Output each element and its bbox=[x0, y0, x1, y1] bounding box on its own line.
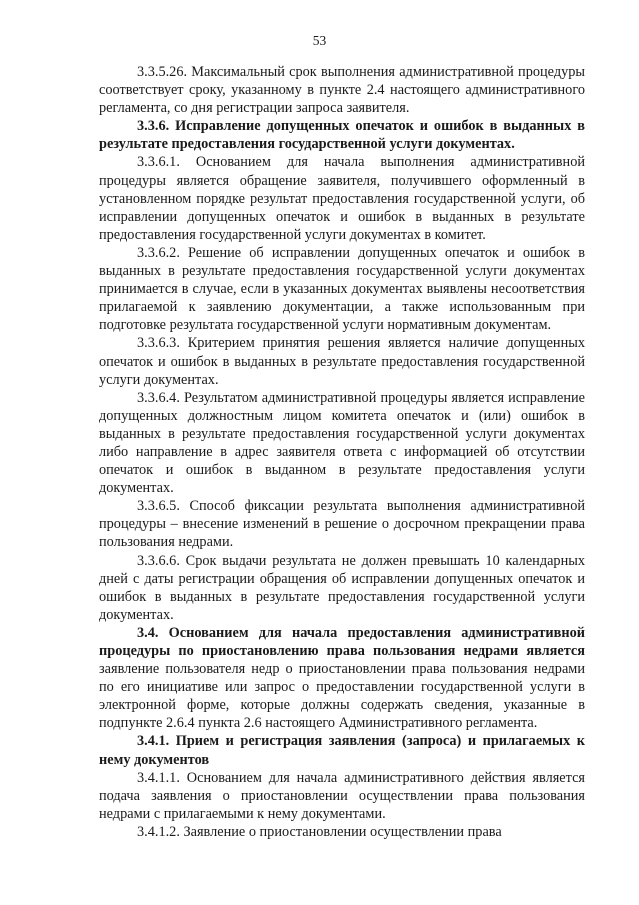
paragraph-3-4-1-2: 3.4.1.2. Заявление о приостановлении осуществлении права bbox=[137, 823, 502, 840]
heading-3-4-bold: 3.4. Основанием для начала предоставления административной процедуры по приостановлению права пользования недрами является bbox=[99, 624, 585, 659]
paragraph-3-3-6-3: 3.3.6.3. Критерием принятия решения является наличие допущенных опечаток и ошибок в выданных в результате предоставления государственной услуги документах. bbox=[99, 335, 585, 388]
heading-3-3-6: 3.3.6. Исправление допущенных опечаток и ошибок в выданных в результате предоставления государственной услуги документах. bbox=[99, 118, 585, 153]
paragraph-3-3-6-5: 3.3.6.5. Способ фиксации результата выполнения административной процедуры – внесение изменений в решение о досрочном прекращении права пользования недрами. bbox=[99, 498, 585, 551]
paragraph-3-3-5-26: 3.3.5.26. Максимальный срок выполнения административной процедуры соответствует сроку, указанному в пункте 2.4 настоящего административного регламента, со дня регистрации запроса заявителя. bbox=[99, 64, 585, 117]
paragraph-3-3-6-1: 3.3.6.1. Основанием для начала выполнения административной процедуры является обращение заявителя, получившего оформленный в установленном порядке результат предоставления государственной услуги, об исправлении допущенных опечаток и ошибок в выданных в результате предоставления государственной услуги документах в комитет. bbox=[99, 154, 585, 243]
paragraph-3-3-6-2: 3.3.6.2. Решение об исправлении допущенных опечаток и ошибок в выданных в результате предоставления государственной услуги документах принимается в случае, если в указанных документах выявлены несоответствия прилагаемой к заявлению документации, а также использованным при подготовке результата государственной услуги нормативным документам. bbox=[99, 244, 585, 334]
paragraph-3-3-6-4: 3.3.6.4. Результатом административной процедуры является исправление допущенных должностным лицом комитета опечаток и (или) ошибок в выданных в результате предоставления государственной услуги документах либо направление в адрес заявителя ответа с информацией об отсутствии опечаток и ошибок в выданном в результате предоставления услуги документах. bbox=[99, 389, 585, 497]
heading-3-4-1: 3.4.1. Прием и регистрация заявления (запроса) и прилагаемых к нему документов bbox=[99, 733, 585, 768]
paragraph-3-4 bbox=[99, 624, 585, 733]
page-number: 53 bbox=[312, 33, 327, 48]
document-body bbox=[99, 63, 585, 841]
paragraph-3-4-1-1: 3.4.1.1. Основанием для начала административного действия является подача заявления о приостановлении осуществлении права пользования недрами с прилагаемыми к нему документами. bbox=[99, 769, 585, 822]
paragraph-3-4-text: заявление пользователя недр о приостановлении права пользования недрами по его инициативе или запрос о предоставлении государственной услуги в электронной форме, которые должны содержать сведения, указанные в подпункте 2.6.4 пункта 2.6 настоящего Административного регламента. bbox=[99, 661, 585, 732]
paragraph-3-3-6-6: 3.3.6.6. Срок выдачи результата не должен превышать 10 календарных дней с даты регистрации обращения об исправлении допущенных опечаток и ошибок в выданных в результате предоставления государственной услуги документах. bbox=[99, 552, 585, 623]
